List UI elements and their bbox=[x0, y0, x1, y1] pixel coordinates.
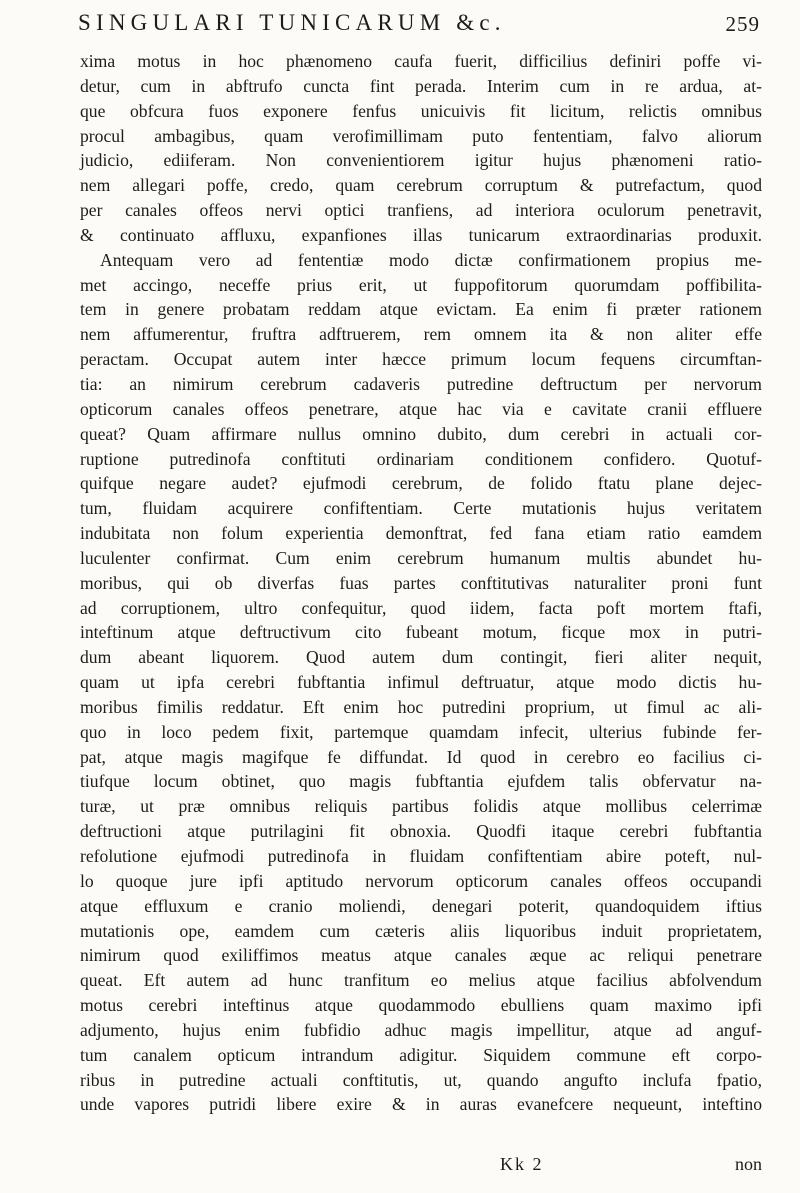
signature-mark: Kk 2 bbox=[500, 1154, 544, 1174]
text-line: peractam. Occupat autem inter hæcce primum locum fequens circumftan- bbox=[80, 349, 762, 370]
text-line: detur, cum in abftrufo cuncta fint perada. Interim cum in re ardua, at- bbox=[80, 75, 762, 96]
text-line: ad corruptionem, ultro confequitur, quod iidem, facta poft mortem ftafi, bbox=[80, 597, 762, 618]
text-line: nimirum quod exiliffimos meatus atque canales æque ac reliqui penetrare bbox=[80, 945, 762, 966]
text-line: nem affumerentur, fruftra adftruerem, rem omnem ita & non aliter effe bbox=[80, 324, 762, 345]
signature-line bbox=[80, 1154, 762, 1180]
text-line: deftructioni atque putrilagini fit obnoxia. Quodfi itaque cerebri fubftantia bbox=[80, 821, 762, 842]
text-line: per canales offeos nervi optici tranfiens, ad interiora oculorum penetravit, bbox=[80, 200, 762, 221]
body-text bbox=[80, 49, 762, 1117]
text-line: queat. Eft autem ad hunc tranfitum eo melius atque facilius abfolvendum bbox=[80, 970, 762, 991]
text-line: procul ambagibus, quam verofimillimam puto fententiam, falvo aliorum bbox=[80, 125, 762, 146]
text-line: xima motus in hoc phænomeno caufa fuerit, difficilius definiri poffe vi- bbox=[80, 51, 762, 71]
text-line: opticorum canales offeos penetrare, atque hac via e cavitate cranii effluere bbox=[80, 398, 762, 419]
text-line: moribus fimilis reddatur. Eft enim hoc putredini proprium, ut fimul ac ali- bbox=[80, 696, 762, 717]
text-line: indubitata non folum experientia demonftrat, fed fana etiam ratio eamdem bbox=[80, 523, 762, 544]
text-line: lo quoque jure ipfi aptitudo nervorum opticorum canales offeos occupandi bbox=[80, 870, 762, 891]
catchword: non bbox=[735, 1154, 762, 1174]
text-line: queat? Quam affirmare nullus omnino dubito, dum cerebri in actuali cor- bbox=[80, 423, 762, 444]
text-line: que obfcura fuos exponere fenfus unicuivis fit licitum, relictis omnibus bbox=[80, 100, 762, 121]
text-line: atque effluxum e cranio moliendi, denegari poterit, quandoquidem iftius bbox=[80, 895, 762, 916]
text-line: motus cerebri inteftinus atque quodammodo ebulliens quam maximo ipfi bbox=[80, 995, 762, 1016]
text-line: mutationis ope, eamdem cum cæteris aliis liquoribus induit proprietatem, bbox=[80, 920, 762, 941]
text-line: quam ut ipfa cerebri fubftantia infimul deftruatur, atque modo dictis hu- bbox=[80, 672, 762, 693]
text-line: tiufque locum obtinet, quo magis fubftantia ejufdem talis obfervatur na- bbox=[80, 771, 762, 792]
running-head bbox=[78, 10, 760, 44]
text-line: quifque negare audet? ejufmodi cerebrum, de folido ftatu plane dejec- bbox=[80, 473, 762, 494]
text-line: ruptione putredinofa conftituti ordinariam conditionem confidero. Quotuf- bbox=[80, 448, 762, 469]
text-line: inteftinum atque deftructivum cito fubeant motum, ficque mox in putri- bbox=[80, 622, 762, 643]
text-line: tem in genere probatam reddam atque evictam. Ea enim fi præter rationem bbox=[80, 299, 762, 320]
text-line: Antequam vero ad fententiæ modo dictæ confirmationem propius me- bbox=[100, 249, 762, 270]
page-number: 259 bbox=[725, 12, 760, 36]
text-line: judicio, ediiferam. Non convenientiorem igitur hujus phænomeni ratio- bbox=[80, 150, 762, 171]
text-line: met accingo, neceffe prius erit, ut fuppofitorum quorumdam poffibilita- bbox=[80, 274, 762, 295]
text-line: & continuato affluxu, expanfiones illas tunicarum extraordinarias produxit. bbox=[80, 224, 762, 245]
text-line: luculenter confirmat. Cum enim cerebrum humanum multis abundet hu- bbox=[80, 547, 762, 568]
text-line: dum abeant liquorem. Quod autem dum contingit, fieri aliter nequit, bbox=[80, 647, 762, 668]
text-line: tum, fluidam acquirere confiftentiam. Certe mutationis hujus veritatem bbox=[80, 498, 762, 519]
text-line: pat, atque magis magifque fe diffundat. Id quod in cerebro eo facilius ci- bbox=[80, 746, 762, 767]
text-line: quo in loco pedem fixit, partemque quamdam infecit, ulterius fubinde fer- bbox=[80, 721, 762, 742]
text-line: ribus in putredine actuali conftitutis, ut, quando angufto inclufa fpatio, bbox=[80, 1069, 762, 1090]
running-title: SINGULARI TUNICARUM &c. bbox=[78, 10, 506, 35]
text-line: tia: an nimirum cerebrum cadaveris putredine deftructum per nervorum bbox=[80, 373, 762, 394]
text-line: unde vapores putridi libere exire & in auras evanefcere nequeunt, inteftino bbox=[80, 1094, 762, 1115]
text-line: adjumento, hujus enim fubfidio adhuc magis impellitur, atque ad anguf- bbox=[80, 1019, 762, 1040]
text-line: tum canalem opticum intrandum adigitur. Siquidem commune eft corpo- bbox=[80, 1044, 762, 1065]
text-line: turæ, ut præ omnibus reliquis partibus folidis atque mollibus celerrimæ bbox=[80, 796, 762, 817]
text-line: moribus, qui ob diverfas fuas partes conftitutivas naturaliter proni funt bbox=[80, 572, 762, 593]
text-line: refolutione ejufmodi putredinofa in fluidam confiftentiam abire poteft, nul- bbox=[80, 846, 762, 866]
text-line: nem allegari poffe, credo, quam cerebrum corruptum & putrefactum, quod bbox=[80, 175, 762, 196]
